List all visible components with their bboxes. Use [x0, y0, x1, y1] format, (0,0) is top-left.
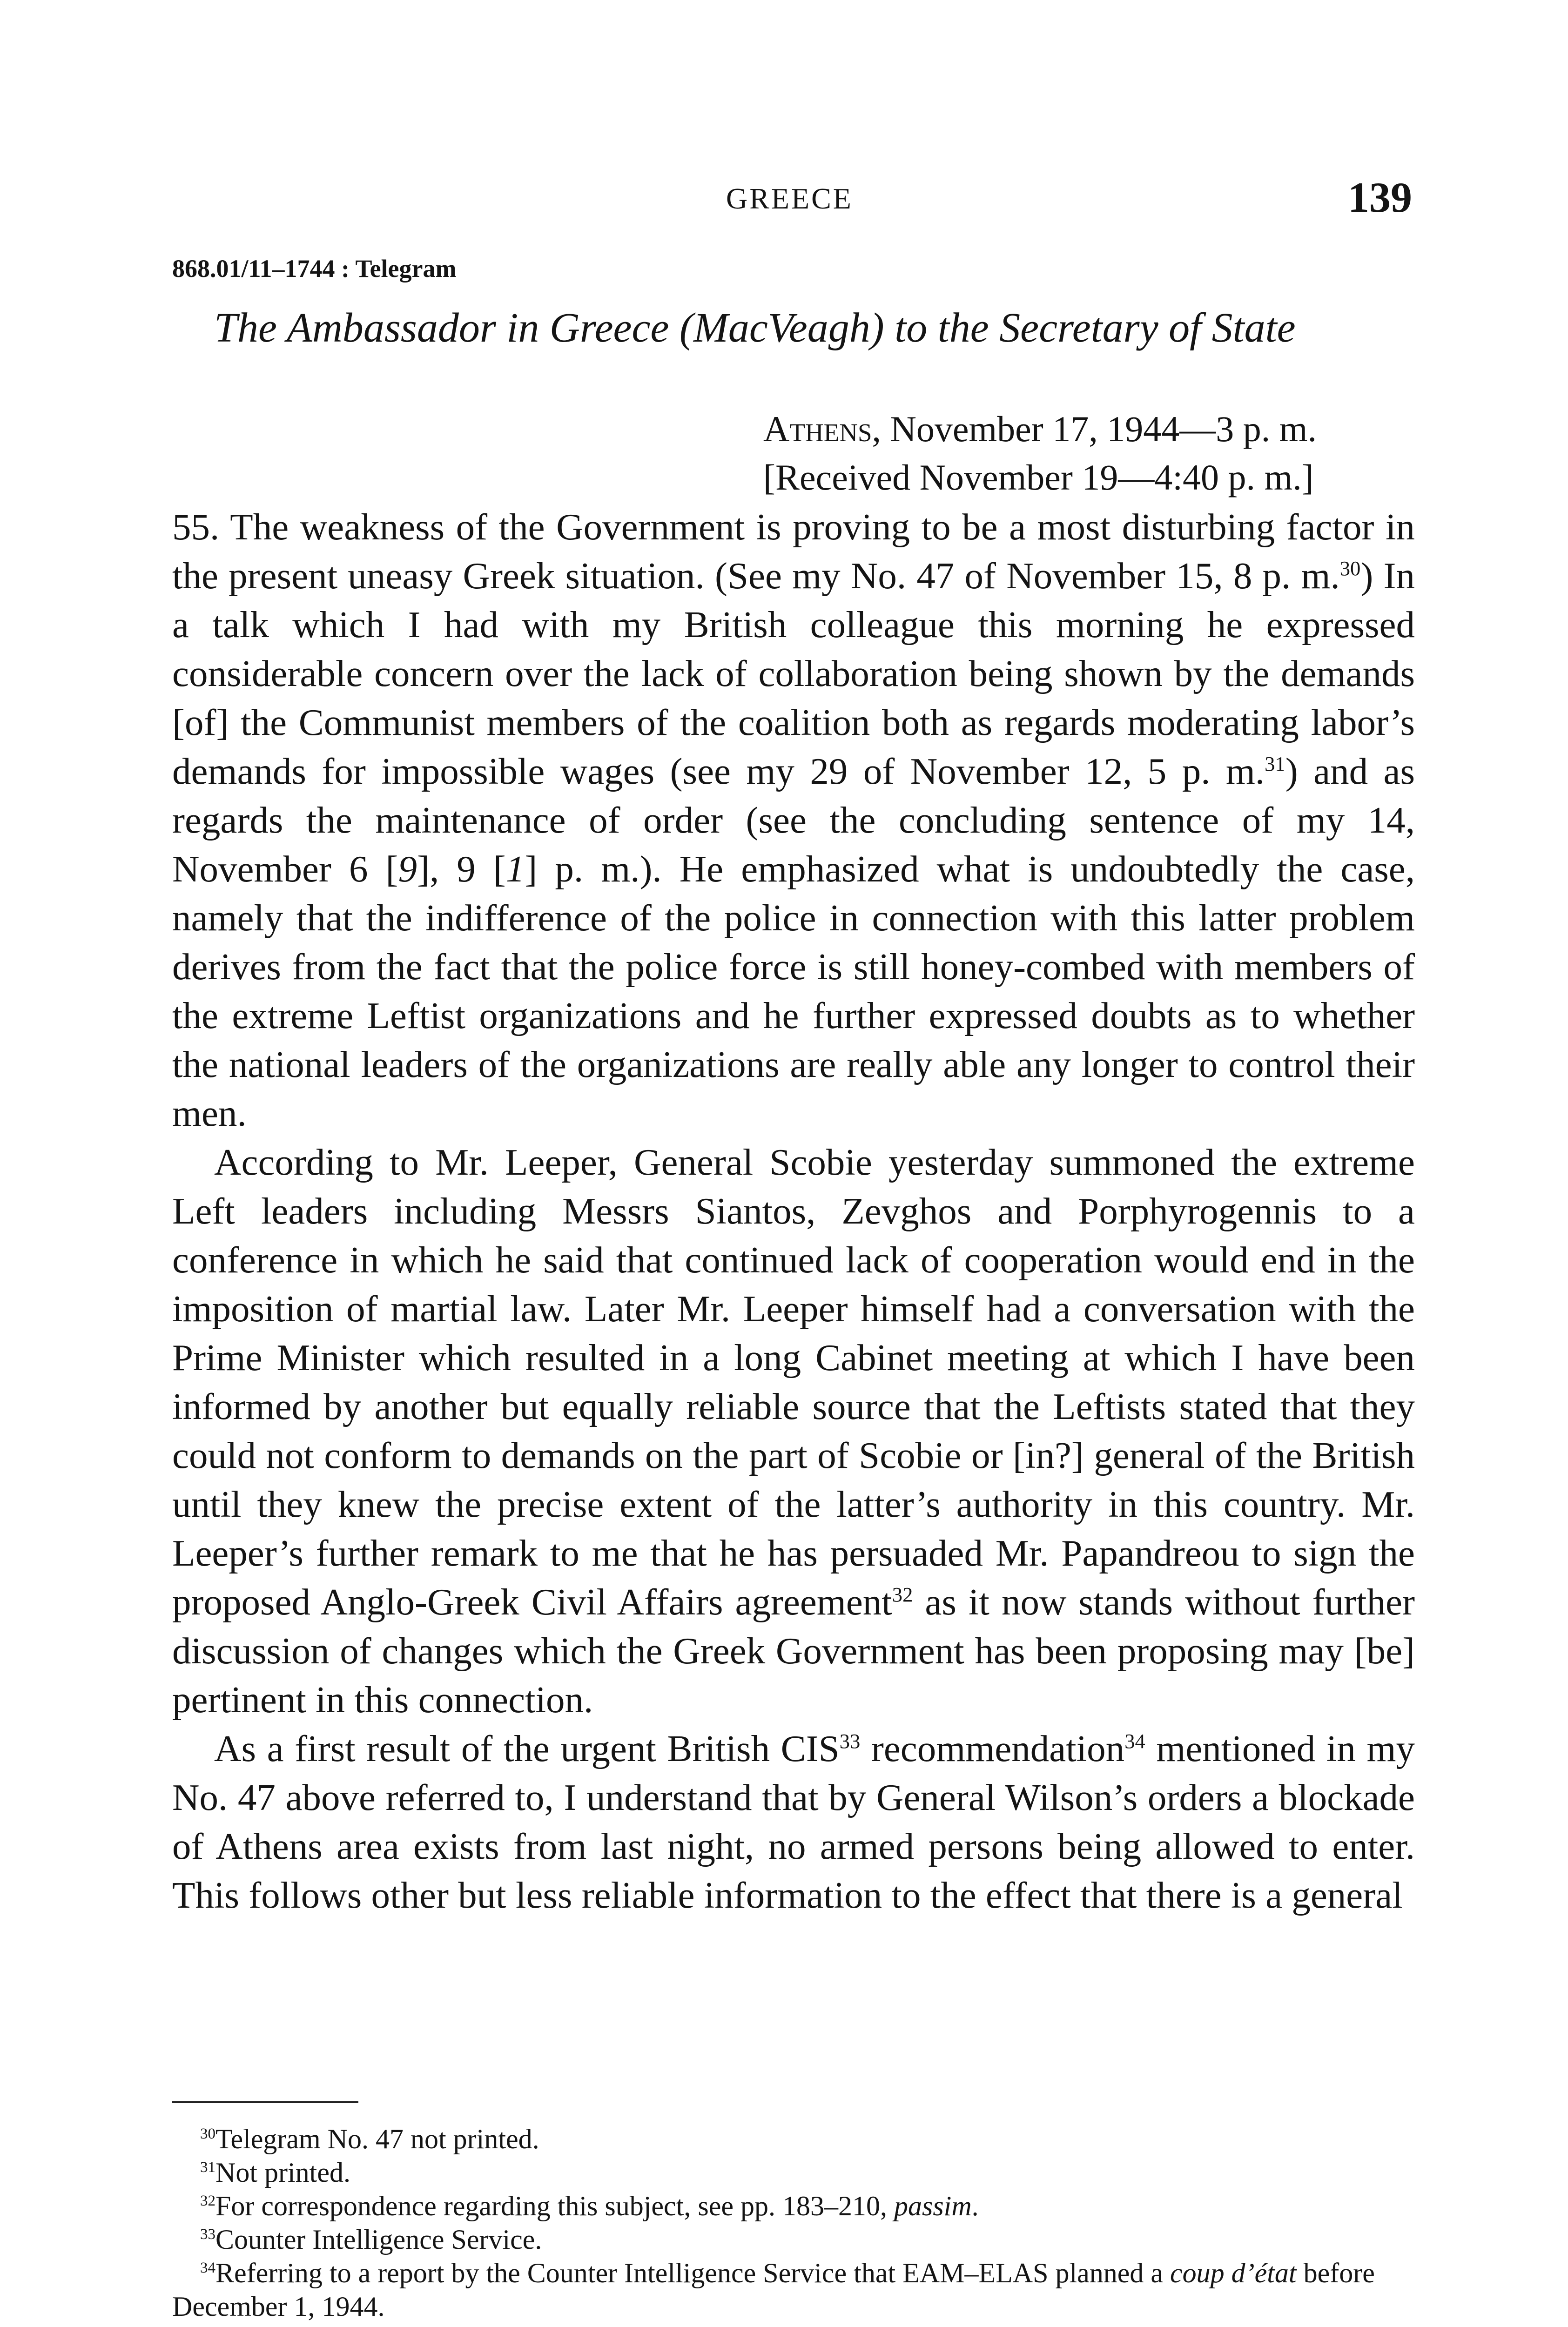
footnote-ref-33: 33 [839, 1729, 861, 1753]
paragraph-2: According to Mr. Leeper, General Scobie yesterday summoned the extreme Left leaders including Messrs Siantos, Zevghos and Porphyrogennis to a conference in which he said that continued lack of cooperation would end in the imposition of martial law. Later Mr. Leeper himself had a conversation with the Prime Minister which resulted in a long Cabinet meeting at which I have been informed by another but equally reliable source that the Leftists stated that they could not conform to demands on the part of Scobie or [in?] general of the British until they knew the precise extent of the latter’s authority in this country. Mr. Leeper’s further remark to me that he has persuaded Mr. Papandreou to sign the proposed Anglo-Greek Civil Affairs agreement$^{32}$ as it now stands without further discussion of changes which the Greek Government has been proposing may [be] pertinent in this connection. [172, 1141, 1415, 1721]
footnote-31: $^{31}$Not printed. [200, 2157, 350, 2188]
page-number: 139 [1348, 174, 1412, 221]
document-title: The Ambassador in Greece (MacVeagh) to the Secretary of State [214, 305, 1296, 351]
footnote-34: $^{34}$Referring to a report by the Counter Intelligence Service that EAM–ELAS planned a coup d’état before December 1, 1944. [172, 2258, 1375, 2322]
footnote-33: $^{33}$Counter Intelligence Service. [200, 2224, 542, 2255]
dateline [763, 405, 1317, 502]
sent-date: November 17, 1944—3 p. m. [881, 409, 1317, 449]
document-file-number: 868.01/11–1744 : Telegram [172, 255, 457, 282]
footnote-ref-31: 31 [1265, 752, 1285, 775]
running-head: GREECE [726, 182, 853, 215]
footnote-32: $^{32}$For correspondence regarding this subject, see pp. 183–210, passim. [200, 2191, 979, 2221]
footnote-30: $^{30}$Telegram No. 47 not printed. [200, 2124, 539, 2154]
footnote-divider [172, 2101, 358, 2103]
footnote-ref-30: 30 [1339, 557, 1361, 580]
footnotes [172, 2122, 1415, 2323]
sent-line [763, 405, 1317, 453]
paragraph-1: 55. The weakness of the Government is proving to be a most disturbing factor in the present uneasy Greek situation. (See my No. 47 of November 15, 8 p. m.$^{30}$) In a talk which I had with my British colleague this morning he expressed considerable concern over the lack of collaboration being shown by the demands [of] the Communist members of the coalition both as regards moderating labor’s demands for impossible wages (see my 29 of November 12, 5 p. m.$^{31}$) and as regards the maintenance of order (see the concluding sentence of my 14, November 6 [9], 9 [1] p. m.). He emphasized what is undoubtedly the case, namely that the indifference of the police in connection with this latter problem derives from the fact that the police force is still honey-combed with members of the extreme Leftist organizations and he further expressed doubts as to whether the national leaders of the organizations are really able any longer to control their men. [172, 506, 1415, 1134]
telegram-body [172, 503, 1415, 1920]
footnote-ref-34: 34 [1124, 1729, 1145, 1753]
paragraph-3: As a first result of the urgent British CIS$^{33}$ recommendation$^{34}$ mentioned in my No. 47 above referred to, I understand that by General Wilson’s orders a blockade of Athens area exists from last night, no armed persons being allowed to enter. This follows other but less reliable information to the effect that there is a general [172, 1728, 1415, 1916]
footnote-ref-32: 32 [892, 1583, 913, 1606]
place-name: Athens, [763, 409, 882, 449]
received-line: [Received November 19—4:40 p. m.] [763, 457, 1314, 498]
